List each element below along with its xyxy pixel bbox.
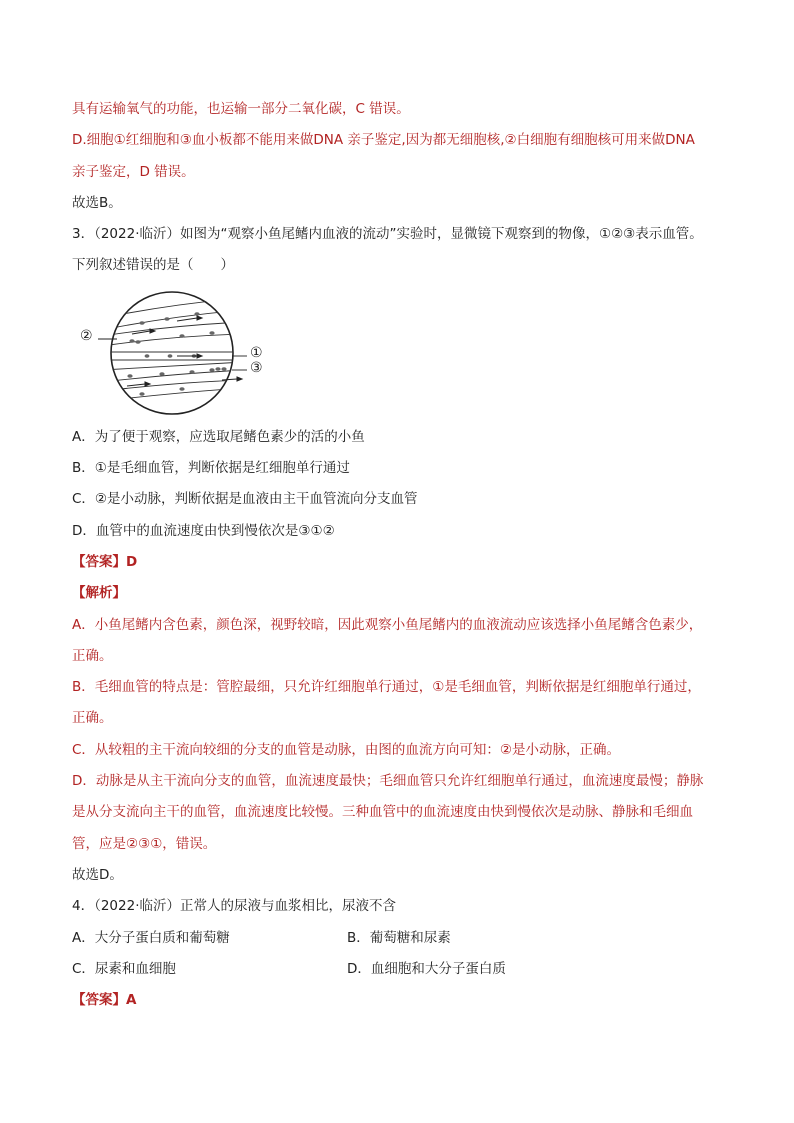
blood-vessel-diagram: [72, 290, 272, 416]
question-4-options-row2: [72, 954, 732, 985]
text-line: 具有运输氧气的功能，也运输一部分二氧化碳，C 错误。: [72, 101, 410, 117]
answer-label: 【答案】A: [72, 992, 137, 1009]
option-b: B．①是毛细血管，判断依据是红细胞单行通过: [72, 460, 350, 477]
analysis-line: B．毛细血管的特点是：管腔最细，只允许红细胞单行通过，①是毛细血管，判断依据是红细胞单行通过，: [72, 679, 701, 696]
document-page: [72, 94, 732, 1016]
option-a: A．大分子蛋白质和葡萄糖: [72, 929, 230, 946]
option-d: D．血细胞和大分子蛋白质: [347, 960, 506, 977]
question-4-options-row1: [72, 923, 732, 954]
analysis-line: A．小鱼尾鳍内含色素，颜色深，视野较暗，因此观察小鱼尾鳍内的血液流动应该选择小鱼尾鳍含色素少，: [72, 616, 703, 633]
option-c: C．②是小动脉，判断依据是血液由主干血管流向分支血管: [72, 491, 418, 508]
figure-label-1: ①: [250, 344, 263, 361]
choice-line: 故选B。: [72, 194, 122, 211]
microscope-figure: [72, 290, 732, 416]
analysis-line: 管，应是②③①，错误。: [72, 835, 217, 852]
analysis-label: 【解析】: [72, 585, 126, 602]
question-3-stem: 3．（2022·临沂）如图为“观察小鱼尾鳍内血液的流动”实验时，显微镜下观察到的物像，①②③表示血管。: [72, 226, 703, 243]
option-b: B．葡萄糖和尿素: [347, 929, 451, 946]
analysis-line: 正确。: [72, 647, 113, 664]
figure-label-3: ③: [250, 359, 263, 376]
question-4-stem: 4．（2022·临沂）正常人的尿液与血浆相比，尿液不含: [72, 898, 396, 915]
analysis-line: 正确。: [72, 710, 113, 727]
analysis-line: D．动脉是从主干流向分支的血管，血流速度最快；毛细血管只允许红细胞单行通过，血流速度最慢；静脉: [72, 773, 704, 790]
figure-label-2: ②: [80, 327, 93, 344]
text-line: 亲子鉴定，D 错误。: [72, 163, 195, 180]
option-a: A．为了便于观察，应选取尾鳍色素少的活的小鱼: [72, 428, 365, 445]
option-c: C．尿素和血细胞: [72, 960, 176, 977]
choice-line: 故选D。: [72, 866, 123, 883]
option-d: D．血管中的血流速度由快到慢依次是③①②: [72, 522, 335, 539]
question-3-stem-2: 下列叙述错误的是（ ）: [72, 257, 234, 274]
text-line: D.细胞①红细胞和③血小板都不能用来做DNA 亲子鉴定,因为都无细胞核,②白细胞有细胞核可用来做DNA: [72, 132, 695, 149]
answer-label: 【答案】D: [72, 553, 138, 570]
analysis-line: 是从分支流向主干的血管，血流速度比较慢。三种血管中的血流速度由快到慢依次是动脉、静脉和毛细血: [72, 804, 693, 821]
analysis-line: C．从较粗的主干流向较细的分支的血管是动脉，由图的血流方向可知：②是小动脉，正确。: [72, 741, 621, 758]
